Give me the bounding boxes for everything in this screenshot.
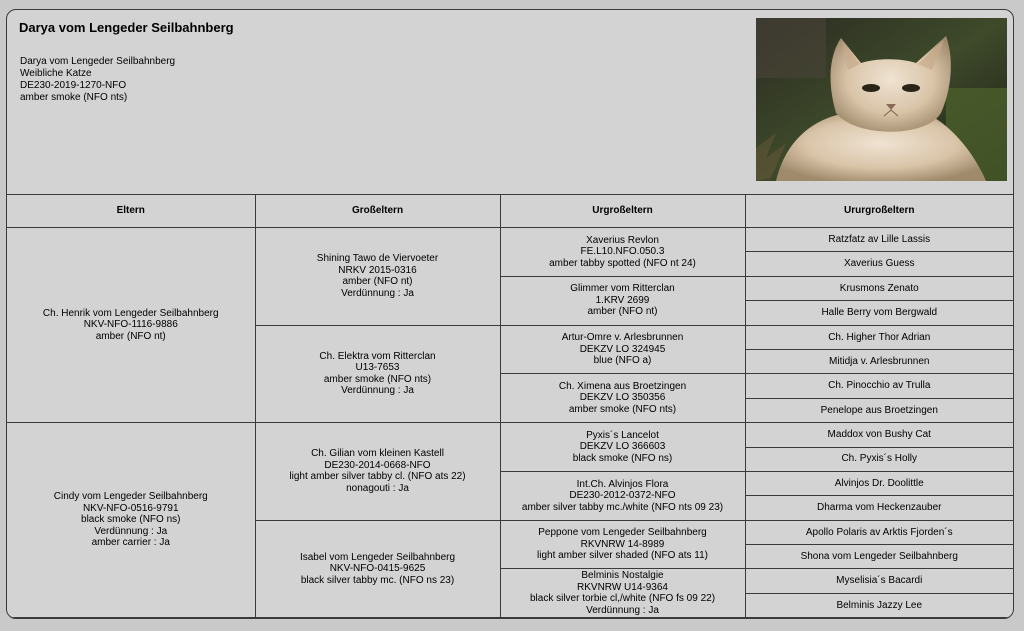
parent-dam: Cindy vom Lengeder Seilbahnberg NKV-NFO-0516-9791 black smoke (NFO ns) Verdünnung : Ja amber carrier : Ja [7,423,255,618]
great-grandparent-7: Peppone vom Lengeder Seilbahnberg RKVNRW 14-8989 light amber silver shaded (NFO ats 11) [500,520,745,569]
ggg-14: Shona vom Lengeder Seilbahnberg [745,545,1013,569]
col-header-great-grandparents: Urgroßeltern [500,195,745,228]
ggg-12: Dharma vom Heckenzauber [745,496,1013,520]
cat-name: Darya vom Lengeder Seilbahnberg [20,56,176,67]
col-header-great-great-grandparents: Ururgroßeltern [745,195,1013,228]
pedigree-table [7,194,1013,618]
ggg-1: Ratzfatz av Lille Lassis [745,228,1013,252]
ggg-7: Ch. Pinocchio av Trulla [745,374,1013,398]
cat-header [7,10,1013,194]
ggg-3: Krusmons Zenato [745,276,1013,300]
great-grandparent-5: Pyxis´s Lancelot DEKZV LO 366603 black smoke (NFO ns) [500,423,745,472]
parent-sire: Ch. Henrik vom Lengeder Seilbahnberg NKV-NFO-1116-9886 amber (NFO nt) [7,228,255,423]
great-grandparent-6: Int.Ch. Alvinjos Flora DE230-2012-0372-NFO amber silver tabby mc./white (NFO nts 09 23) [500,471,745,520]
great-grandparent-2: Glimmer vom Ritterclan 1.KRV 2699 amber (NFO nt) [500,276,745,325]
great-grandparent-3: Artur-Omre v. Arlesbrunnen DEKZV LO 324945 blue (NFO a) [500,325,745,374]
ggg-11: Alvinjos Dr. Doolittle [745,471,1013,495]
great-grandparent-4: Ch. Ximena aus Broetzingen DEKZV LO 350356 amber smoke (NFO nts) [500,374,745,423]
cat-photo [756,18,1007,181]
col-header-parents: Eltern [7,195,255,228]
ggg-10: Ch. Pyxis´s Holly [745,447,1013,471]
pedigree-card [6,9,1014,619]
great-grandparent-1: Xaverius Revlon FE.L10.NFO.050.3 amber tabby spotted (NFO nt 24) [500,228,745,277]
cat-info [20,56,175,104]
grandparent-2: Ch. Elektra vom Ritterclan U13-7653 amber smoke (NFO nts) Verdünnung : Ja [255,325,500,423]
great-grandparent-8: Belminis Nostalgie RKVNRW U14-9364 black silver torbie cl,/white (NFO fs 09 22) Verdünnung : Ja [500,569,745,618]
ggg-2: Xaverius Guess [745,252,1013,276]
ggg-4: Halle Berry vom Bergwald [745,301,1013,325]
grandparent-3: Ch. Gilian vom kleinen Kastell DE230-2014-0668-NFO light amber silver tabby cl. (NFO ats 22) nonagouti : Ja [255,423,500,521]
ggg-15: Myselisia´s Bacardi [745,569,1013,593]
col-header-grandparents: Großeltern [255,195,500,228]
ggg-9: Maddox von Bushy Cat [745,423,1013,447]
grandparent-1: Shining Tawo de Viervoeter NRKV 2015-0316 amber (NFO nt) Verdünnung : Ja [255,228,500,326]
grandparent-4: Isabel vom Lengeder Seilbahnberg NKV-NFO-0415-9625 black silver tabby mc. (NFO ns 23) [255,520,500,618]
ggg-6: Mitidja v. Arlesbrunnen [745,349,1013,373]
ggg-16: Belminis Jazzy Lee [745,593,1013,617]
cat-color: amber smoke (NFO nts) [20,92,128,103]
ggg-13: Apollo Polaris av Arktis Fjorden´s [745,520,1013,544]
ggg-8: Penelope aus Broetzingen [745,398,1013,422]
page-title: Darya vom Lengeder Seilbahnberg [19,20,234,35]
ggg-5: Ch. Higher Thor Adrian [745,325,1013,349]
cat-registration: DE230-2019-1270-NFO [20,80,127,91]
cat-sex: Weibliche Katze [20,68,92,79]
